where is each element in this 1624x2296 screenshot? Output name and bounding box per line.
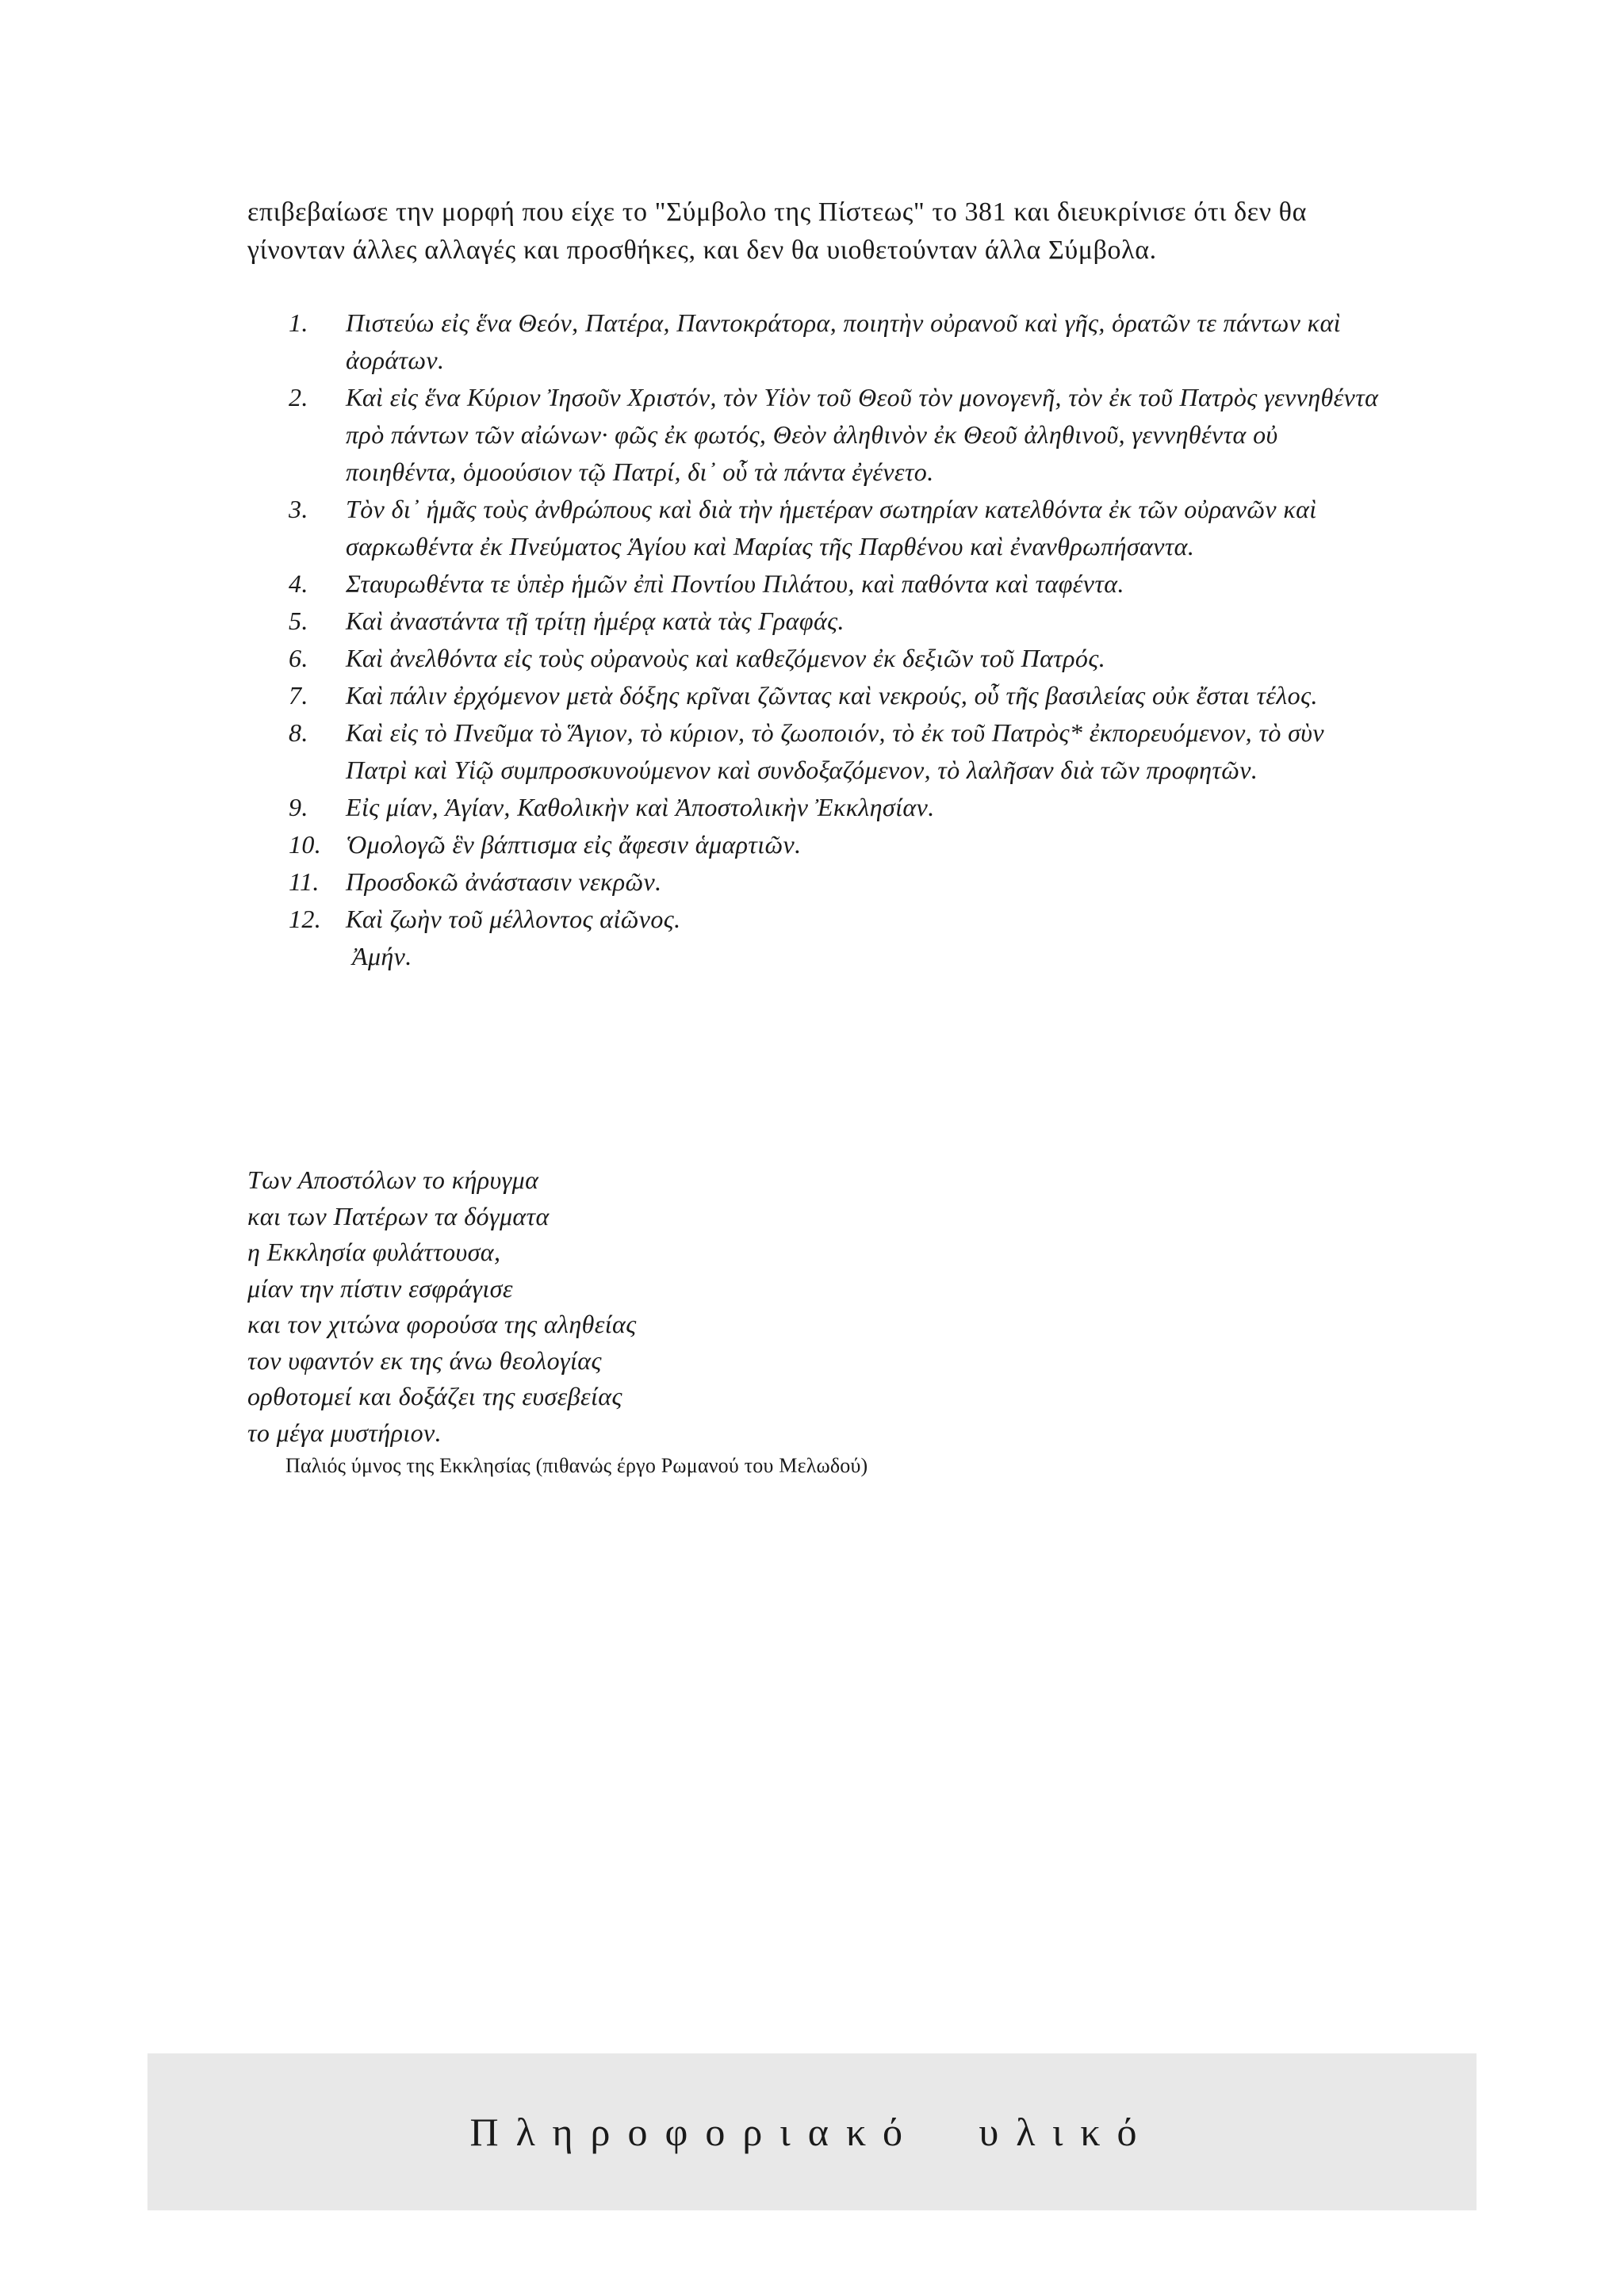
creed-item-number: 5. <box>289 607 308 635</box>
hymn-block <box>247 1162 1040 1451</box>
footer-title: Πληροφοριακό υλικό <box>469 2110 1155 2154</box>
creed-item-text: Καὶ εἰς τὸ Πνεῦμα τὸ Ἅγιον, τὸ κύριον, τὸ ζωοποιόν, τὸ ἐκ τοῦ Πατρὸς* ἐκπορευόμενον, τὸ σὺν Πατρὶ καὶ Υἱῷ συμπροσκυνούμενον καὶ συνδοξαζόμενον, τὸ λαλῆσαν διὰ τῶν προφητῶν. <box>346 718 1324 784</box>
creed-item <box>289 379 1391 491</box>
creed-item-number: 8. <box>289 718 308 747</box>
creed-item <box>289 863 1391 901</box>
creed-item-number: 9. <box>289 793 308 821</box>
creed-item-text: Καὶ ἀνελθόντα εἰς τοὺς οὐρανοὺς καὶ καθεζόμενον ἐκ δεξιῶν τοῦ Πατρός. <box>346 644 1106 672</box>
creed-list <box>289 304 1391 975</box>
creed-item-text: Καὶ εἰς ἕνα Κύριον Ἰησοῦν Χριστόν, τὸν Υἱὸν τοῦ Θεοῦ τὸν μονογενῆ, τὸν ἐκ τοῦ Πατρὸς γεννηθέντα πρὸ πάντων τῶν αἰώνων· φῶς ἐκ φωτός, Θεὸν ἀληθινὸν ἐκ Θεοῦ ἀληθινοῦ, γεννηθέντα οὐ ποιηθέντα, ὁμοούσιον τῷ Πατρί, δι᾽ οὗ τὰ πάντα ἐγένετο. <box>346 383 1379 486</box>
creed-item <box>289 565 1391 603</box>
hymn-line: ορθοτομεί και δοξάζει της ευσεβείας <box>247 1382 622 1410</box>
creed-item-number: 1. <box>289 308 308 337</box>
hymn-line: και των Πατέρων τα δόγματα <box>247 1201 550 1230</box>
creed-item-text: Τὸν δι᾽ ἡμᾶς τοὺς ἀνθρώπους καὶ διὰ τὴν ἡμετέραν σωτηρίαν κατελθόντα ἐκ τῶν οὐρανῶν καὶ σαρκωθέντα ἐκ Πνεύματος Ἁγίου καὶ Μαρίας τῆς Παρθένου καὶ ἐνανθρωπήσαντα. <box>346 495 1317 561</box>
creed-item-number: 3. <box>289 495 308 523</box>
hymn-line: το μέγα μυστήριον. <box>247 1418 442 1447</box>
creed-item-text: Καὶ ἀναστάντα τῇ τρίτῃ ἡμέρᾳ κατὰ τὰς Γραφάς. <box>346 607 845 635</box>
creed-item <box>289 491 1391 565</box>
creed-item-text: Εἰς μίαν, Ἁγίαν, Καθολικὴν καὶ Ἀποστολικὴν Ἐκκλησίαν. <box>346 793 935 821</box>
creed-item-text: Σταυρωθέντα τε ὑπὲρ ἡμῶν ἐπὶ Ποντίου Πιλάτου, καὶ παθόντα καὶ ταφέντα. <box>346 569 1124 598</box>
hymn-source-caption: Παλιός ύμνος της Εκκλησίας (πιθανώς έργο Ρωμανού του Μελωδού) <box>285 1454 868 1477</box>
creed-item-number: 2. <box>289 383 308 411</box>
hymn-line: μίαν την πίστιν εσφράγισε <box>247 1273 513 1303</box>
creed-item <box>289 677 1391 714</box>
creed-item-number: 4. <box>289 569 308 598</box>
creed-item <box>289 901 1391 938</box>
creed-amen: Ἀμήν. <box>352 942 412 970</box>
creed-item-text: Ὁμολογῶ ἓν βάπτισμα εἰς ἄφεσιν ἁμαρτιῶν. <box>346 830 802 859</box>
creed-item-number: 10. <box>289 830 322 859</box>
creed-item-text: Καὶ ζωὴν τοῦ μέλλοντος αἰῶνος. <box>346 905 681 933</box>
hymn-line: Των Αποστόλων το κήρυγμα <box>247 1165 539 1194</box>
creed-item-number: 7. <box>289 681 308 710</box>
hymn-line: τον υφαντόν εκ της άνω θεολογίας <box>247 1345 602 1375</box>
hymn-line: η Εκκλησία φυλάττουσα, <box>247 1238 501 1266</box>
creed-item <box>289 304 1391 379</box>
creed-item-number: 6. <box>289 644 308 672</box>
creed-item-number: 12. <box>289 905 322 933</box>
creed-item-number: 11. <box>289 867 320 896</box>
creed-item <box>289 714 1391 789</box>
creed-item <box>289 640 1391 677</box>
creed-item-text: Καὶ πάλιν ἐρχόμενον μετὰ δόξης κρῖναι ζῶντας καὶ νεκρούς, οὗ τῆς βασιλείας οὐκ ἔσται τέλος. <box>346 681 1318 710</box>
creed-item <box>289 789 1391 826</box>
creed-item-text: Πιστεύω εἰς ἕνα Θεόν, Πατέρα, Παντοκράτορα, ποιητὴν οὐρανοῦ καὶ γῆς, ὁρατῶν τε πάντων καὶ ἀοράτων. <box>346 308 1341 374</box>
hymn-line: και τον χιτώνα φορούσα της αληθείας <box>247 1310 637 1338</box>
intro-paragraph: επιβεβαίωσε την μορφή που είχε το "Σύμβολο της Πίστεως" το 381 και διευκρίνισε ότι δεν θα γίνονταν άλλες αλλαγές και προσθήκες, και δεν θα υιοθετούνταν άλλα Σύμβολα. <box>247 197 1307 265</box>
footer-banner <box>147 2053 1477 2210</box>
creed-item-text: Προσδοκῶ ἀνάστασιν νεκρῶν. <box>346 867 662 896</box>
creed-item <box>289 603 1391 640</box>
creed-item <box>289 826 1391 863</box>
